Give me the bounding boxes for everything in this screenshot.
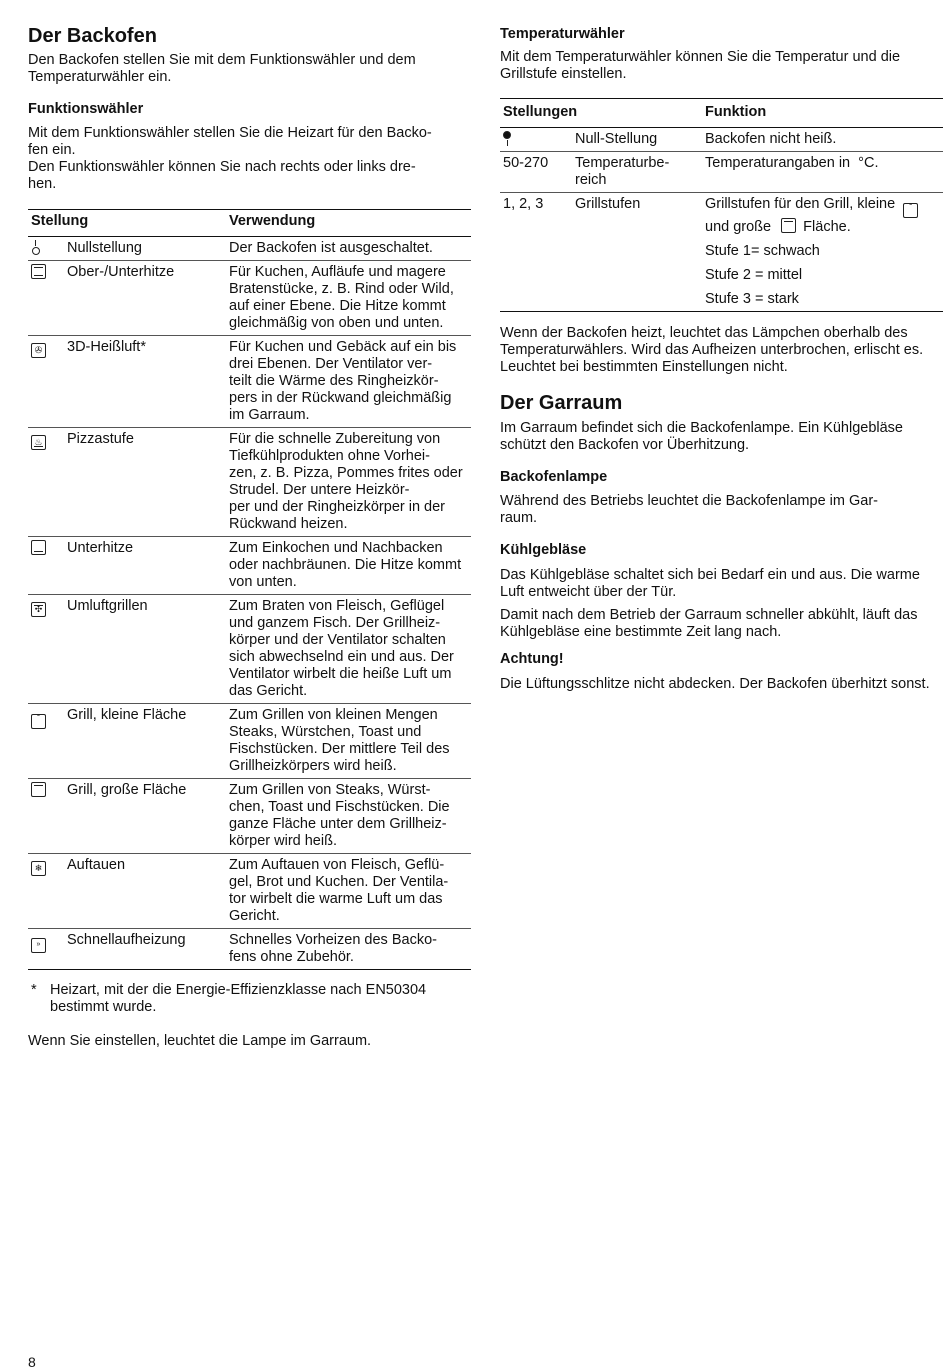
- func-text-a: Temperaturangaben in: [705, 155, 851, 171]
- table-row: [28, 929, 471, 970]
- row-name: Schnellaufheizung: [64, 929, 226, 970]
- table-row: [28, 854, 471, 929]
- table-row: [28, 428, 471, 537]
- table-row: [28, 595, 471, 704]
- row-pos: 1, 2, 3: [500, 193, 572, 312]
- page-number: 8: [28, 1354, 36, 1370]
- grill-small-icon: ˉ: [31, 714, 46, 729]
- row-name: Grillstufen: [572, 193, 702, 312]
- section-title-garraum: Der Garraum: [500, 392, 623, 414]
- table-row: [28, 779, 471, 854]
- row-name: Ober-/Unterhitze: [64, 261, 226, 336]
- row-text: Schnelles Vorheizen des Backo- fens ohne Zubehör.: [226, 929, 471, 970]
- table-row: [28, 336, 471, 428]
- pizza-setting-icon: ♨: [31, 435, 46, 450]
- table-header-row: [500, 99, 943, 128]
- row-name: Grill, kleine Fläche: [64, 704, 226, 779]
- null-position-filled-icon: [503, 131, 512, 146]
- table-row: [500, 128, 943, 152]
- lamp-note: Wenn Sie einstellen, leuchtet die Lampe im Garraum.: [28, 1033, 372, 1049]
- row-name: Unterhitze: [64, 537, 226, 595]
- garraum-intro: Im Garraum befindet sich die Backofenlampe. Ein Kühlgebläse schützt den Backofen vor Überhitzung.: [500, 420, 903, 453]
- row-func: Backofen nicht heiß.: [702, 128, 943, 152]
- lamp-heading: Backofenlampe: [500, 469, 608, 485]
- grill-small-icon: ˉ: [903, 203, 918, 218]
- table-row: [28, 237, 471, 261]
- table-header-row: [28, 210, 471, 237]
- row-text: Für die schnelle Zubereitung von Tiefkühlprodukten ohne Vorhei- zen, z. B. Pizza, Pommes frites oder Strudel. Der untere Heizkör- per und der Ringheizkörper in der Rückwand heizen.: [226, 428, 471, 537]
- grill-level-2: Stufe 2 = mittel: [705, 267, 803, 283]
- null-position-icon: [31, 240, 40, 255]
- footnote-mark: *: [31, 982, 37, 998]
- table-row: [28, 537, 471, 595]
- footnote-text: Heizart, mit der die Energie-Effizienzklasse nach EN50304 bestimmt wurde.: [50, 982, 427, 1015]
- grill-large-icon: [781, 218, 796, 233]
- row-text: Für Kuchen und Gebäck auf ein bis drei Ebenen. Der Ventilator ver- teilt die Wärme des Ringheizkör- pers in der Rückwand gleichmäßig im Garraum.: [226, 336, 471, 428]
- temp-table-wrapper: [500, 98, 943, 312]
- section-title-backofen: Der Backofen: [28, 25, 157, 47]
- header-stellung: Stellung: [28, 210, 226, 237]
- row-pos: 50-270: [500, 152, 572, 193]
- row-text: Zum Einkochen und Nachbacken oder nachbräunen. Die Hitze kommt von unten.: [226, 537, 471, 595]
- function-table: [28, 209, 471, 970]
- temp-heading: Temperaturwähler: [500, 26, 625, 42]
- func-text-b: °C.: [858, 155, 879, 171]
- temp-intro: Mit dem Temperaturwähler können Sie die Temperatur und die Grillstufe einstellen.: [500, 49, 901, 82]
- row-text: Zum Grillen von kleinen Mengen Steaks, Würstchen, Toast und Fischstücken. Der mittlere Teil des Grillheizkörpers wird heiß.: [226, 704, 471, 779]
- fan-heading: Kühlgebläse: [500, 542, 587, 558]
- grill-large-icon: [31, 782, 46, 797]
- lamp-text: Während des Betriebs leuchtet die Backofenlampe im Gar- raum.: [500, 493, 878, 526]
- function-table-wrapper: [28, 209, 471, 970]
- footnote: [28, 982, 471, 1016]
- row-name: Null-Stellung: [572, 128, 702, 152]
- func-text-c: Fläche.: [803, 219, 851, 235]
- bottom-heat-icon: [31, 540, 46, 555]
- row-text: Der Backofen ist ausgeschaltet.: [226, 237, 471, 261]
- row-func: [702, 152, 943, 193]
- func-text-b: und große: [705, 219, 772, 235]
- row-name: Temperaturbe- reich: [572, 152, 702, 193]
- header-funktion: Funktion: [702, 99, 943, 128]
- row-name: Auftauen: [64, 854, 226, 929]
- row-text: Zum Braten von Fleisch, Geflügel und ganzem Fisch. Der Grillheiz- körper und der Ventilator schalten sich abwechselnd ein und aus. Der Ventilator wirbelt die heiße Luft um das Gericht.: [226, 595, 471, 704]
- row-name: 3D-Heißluft*: [64, 336, 226, 428]
- func-text-a: Grillstufen für den Grill, kleine: [705, 196, 896, 212]
- row-name: Pizzastufe: [64, 428, 226, 537]
- rapid-heat-icon: »: [31, 938, 46, 953]
- header-verwendung: Verwendung: [226, 210, 471, 237]
- top-bottom-heat-icon: [31, 264, 46, 279]
- row-text: Zum Grillen von Steaks, Würst- chen, Toast und Fischstücken. Die ganze Fläche unter dem Grillheiz- körper wird heiß.: [226, 779, 471, 854]
- heat-note: Wenn der Backofen heizt, leuchtet das Lämpchen oberhalb des Temperaturwählers. Wird das Aufheizen unterbrochen, erlischt es. Leuchtet bei bestimmten Einstellungen nicht.: [500, 325, 924, 375]
- row-func: [702, 193, 943, 312]
- intro-text: Den Backofen stellen Sie mit dem Funktionswähler und dem Temperaturwähler ein.: [28, 52, 416, 85]
- funktion-paragraph-1: Mit dem Funktionswähler stellen Sie die Heizart für den Backo- fen ein.: [28, 125, 432, 158]
- row-text: Für Kuchen, Aufläufe und magere Bratenstücke, z. B. Rind oder Wild, auf einer Ebene. Die Hitze kommt gleichmäßig von oben und unten.: [226, 261, 471, 336]
- convection-grill-icon: ✣: [31, 602, 46, 617]
- table-row: [500, 193, 943, 312]
- warning-text: Die Lüftungsschlitze nicht abdecken. Der Backofen überhitzt sonst.: [500, 676, 930, 692]
- table-row: [28, 261, 471, 336]
- header-stellungen: Stellungen: [500, 99, 702, 128]
- grill-level-3: Stufe 3 = stark: [705, 291, 799, 307]
- funktion-heading: Funktionswähler: [28, 101, 144, 117]
- table-row: [500, 152, 943, 193]
- row-name: Grill, große Fläche: [64, 779, 226, 854]
- temp-table: [500, 98, 943, 312]
- row-name: Umluftgrillen: [64, 595, 226, 704]
- funktion-paragraph-2: Den Funktionswähler können Sie nach rechts oder links dre- hen.: [28, 159, 416, 192]
- grill-level-1: Stufe 1= schwach: [705, 243, 820, 259]
- fan-paragraph-1: Das Kühlgebläse schaltet sich bei Bedarf ein und aus. Die warme Luft entweicht über der Tür.: [500, 567, 920, 600]
- warning-heading: Achtung!: [500, 651, 564, 667]
- fan-paragraph-2: Damit nach dem Betrieb der Garraum schneller abkühlt, läuft das Kühlgebläse eine bestimmte Zeit lang nach.: [500, 607, 918, 640]
- row-text: Zum Auftauen von Fleisch, Geflü- gel, Brot und Kuchen. Der Ventila- tor wirbelt die warme Luft um das Gericht.: [226, 854, 471, 929]
- table-row: [28, 704, 471, 779]
- row-name: Nullstellung: [64, 237, 226, 261]
- hot-air-3d-icon: ✇: [31, 343, 46, 358]
- defrost-icon: ❄: [31, 861, 46, 876]
